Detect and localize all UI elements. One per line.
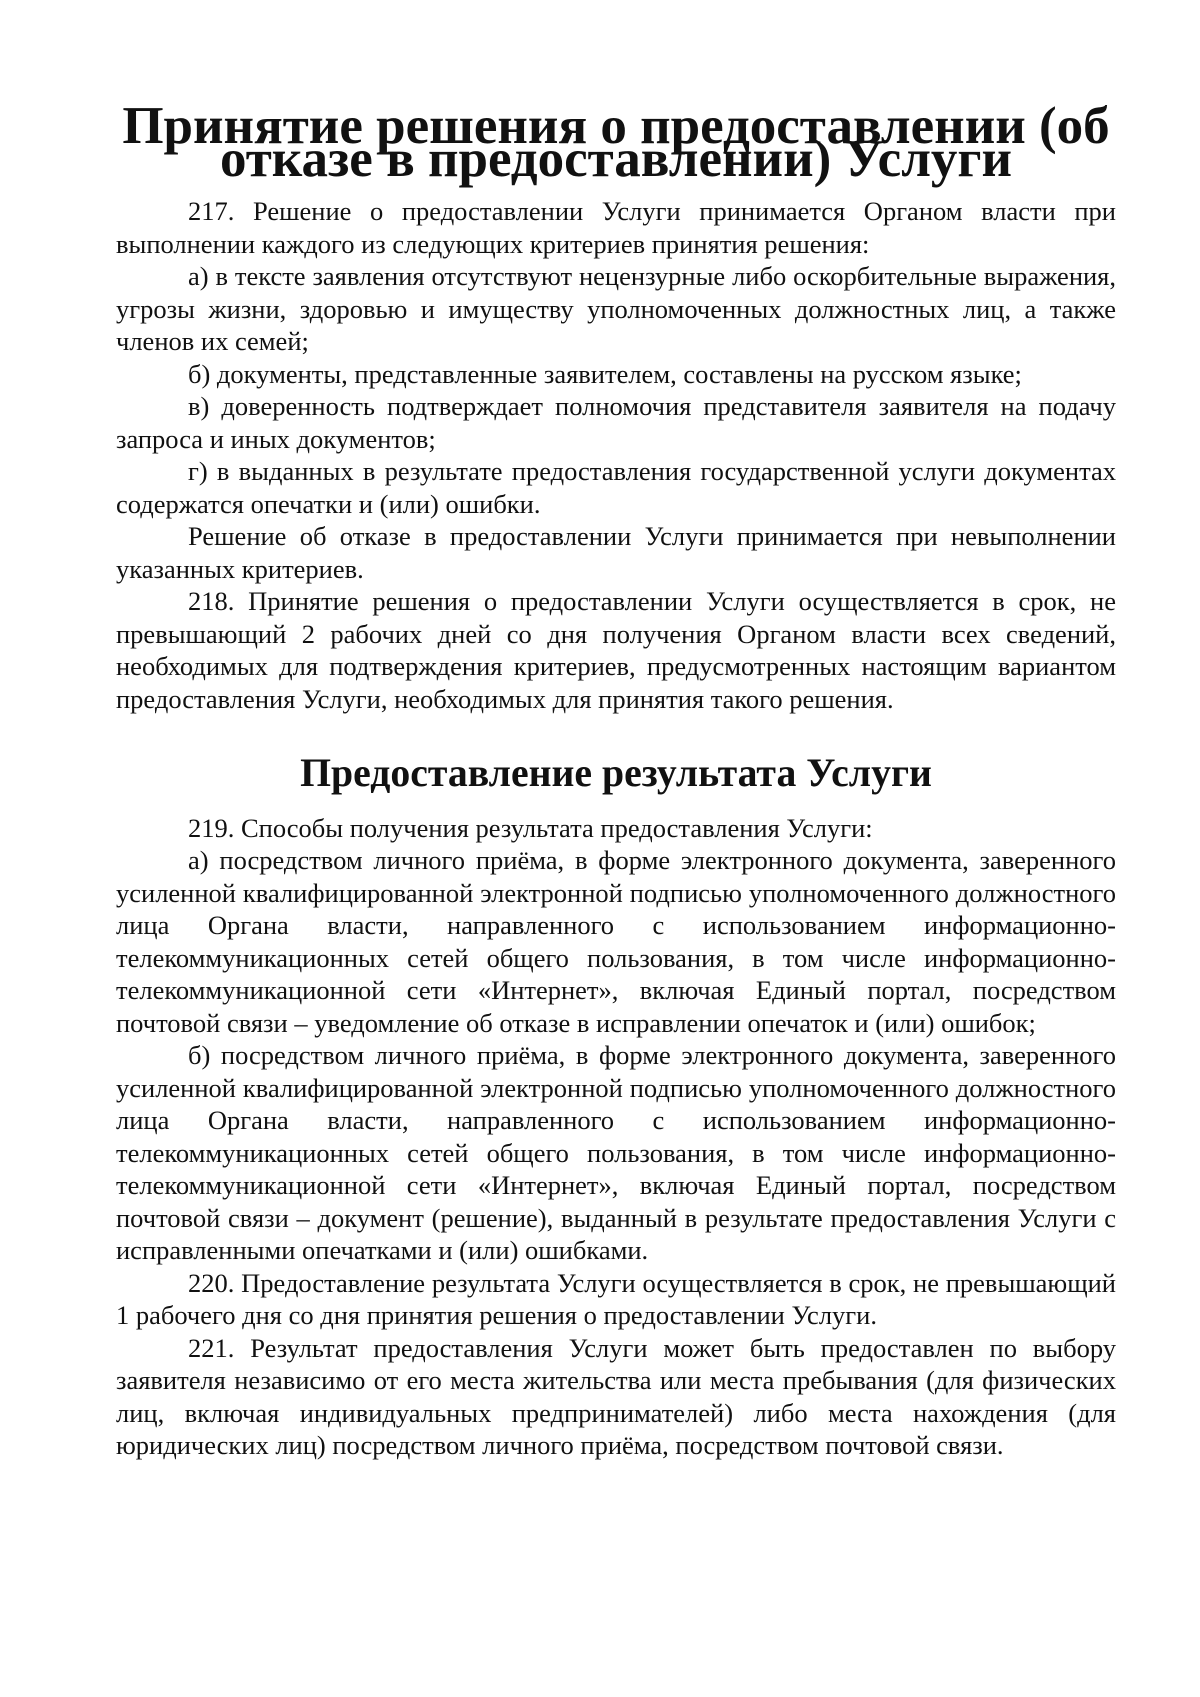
paragraph-220: 220. Предоставление результата Услуги осуществляется в срок, не превышающий 1 рабочего дня со дня принятия решения о предоставлении Услуги. [116,1267,1116,1330]
paragraph-217-v: в) доверенность подтверждает полномочия представителя заявителя на подачу запроса и иных документов; [116,391,1116,454]
paragraph-217-a: а) в тексте заявления отсутствуют нецензурные либо оскорбительные выражения, угрозы жизни, здоровью и имуществу уполномоченных должностных лиц, а также членов их семей; [116,261,1116,356]
section-heading-decision: Принятие решения о предоставлении (об отказе в предоставлении) Услуги [122,97,1110,188]
paragraph-refusal: Решение об отказе в предоставлении Услуги принимается при невыполнении указанных критериев. [116,521,1116,584]
paragraph-218: 218. Принятие решения о предоставлении Услуги осуществляется в срок, не превышающий 2 рабочих дней со дня получения Органом власти всех сведений, необходимых для подтверждения критериев, предусмотренных настоящим вариантом предоставления Услуги, необходимых для принятия такого решения. [116,586,1116,714]
paragraph-217: 217. Решение о предоставлении Услуги принимается Органом власти при выполнении каждого из следующих критериев принятия решения: [116,196,1116,259]
document-page [116,97,1116,1462]
paragraph-221: 221. Результат предоставления Услуги может быть предоставлен по выбору заявителя независимо от его места жительства или места пребывания (для физических лиц, включая индивидуальных предпринимателей) либо места нахождения (для юридических лиц) посредством личного приёма, посредством почтовой связи. [116,1332,1116,1460]
section-heading-result: Предоставление результата Услуги [300,751,932,795]
paragraph-219-a: а) посредством личного приёма, в форме электронного документа, заверенного усиленной квалифицированной электронной подписью уполномоченного должностного лица Органа власти, направленного с использованием информационно-телекоммуникационных сетей общего пользования, в том числе информационно-телекоммуникационной сети «Интернет», включая Единый портал, посредством почтовой связи – уведомление об отказе в исправлении опечаток и (или) ошибок; [116,845,1116,1038]
paragraph-217-g: г) в выданных в результате предоставления государственной услуги документах содержатся опечатки и (или) ошибки. [116,456,1116,519]
paragraph-219-b: б) посредством личного приёма, в форме электронного документа, заверенного усиленной квалифицированной электронной подписью уполномоченного должностного лица Органа власти, направленного с использованием информационно-телекоммуникационных сетей общего пользования, в том числе информационно-телекоммуникационной сети «Интернет», включая Единый портал, посредством почтовой связи – документ (решение), выданный в результате предоставления Услуги с исправленными опечатками и (или) ошибками. [116,1040,1116,1265]
paragraph-219: 219. Способы получения результата предоставления Услуги: [188,812,873,843]
paragraph-217-b: б) документы, представленные заявителем, составлены на русском языке; [188,358,1022,389]
